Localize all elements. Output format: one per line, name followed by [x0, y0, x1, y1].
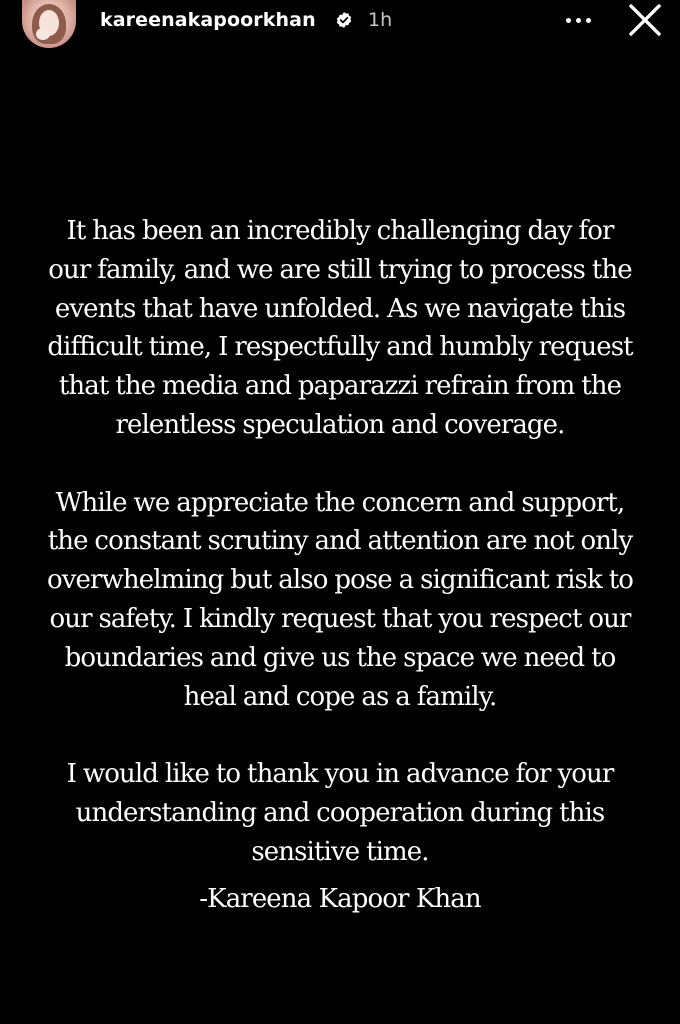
- more-options-icon-dot: [586, 18, 591, 23]
- message-line: our family, and we are still trying to process the: [48, 254, 632, 285]
- more-options-icon-dot: [576, 18, 581, 23]
- message-paragraph-2: [0, 484, 680, 717]
- signature: -Kareena Kapoor Khan: [199, 884, 481, 914]
- story-header: [0, 0, 680, 48]
- message-line: boundaries and give us the space we need to: [64, 642, 616, 673]
- message-line: It has been an incredibly challenging day for: [66, 216, 614, 246]
- message-paragraph-3: [0, 755, 680, 871]
- message-line: our safety. I kindly request that you respect our: [49, 603, 631, 634]
- more-options-icon: [566, 18, 571, 23]
- username[interactable]: kareenakapoorkhan: [100, 9, 316, 31]
- message-line: I would like to thank you in advance for your: [66, 759, 614, 790]
- message-line: events that have unfolded. As we navigate this: [54, 293, 626, 324]
- message-line: the constant scrutiny and attention are not only: [47, 526, 633, 557]
- avatar-hand: [36, 28, 50, 40]
- message-line: relentless speculation and coverage.: [115, 409, 565, 440]
- message-paragraph-1: [0, 212, 680, 445]
- message-line: overwhelming but also pose a significant risk to: [46, 565, 634, 596]
- story-message: [0, 212, 680, 910]
- more-options-button[interactable]: [560, 4, 596, 36]
- post-time: 1h: [368, 9, 393, 31]
- profile-avatar[interactable]: [22, 0, 76, 48]
- message-line: heal and cope as a family.: [183, 681, 497, 712]
- message-line: that the media and paparazzi refrain from the: [58, 371, 622, 402]
- message-line: difficult time, I respectfully and humbly request: [47, 332, 633, 363]
- message-line: sensitive time.: [251, 836, 429, 867]
- message-line: While we appreciate the concern and support,: [55, 487, 625, 518]
- close-icon[interactable]: [624, 2, 666, 42]
- message-line: understanding and cooperation during this: [75, 797, 605, 828]
- verified-badge-icon: [335, 11, 353, 29]
